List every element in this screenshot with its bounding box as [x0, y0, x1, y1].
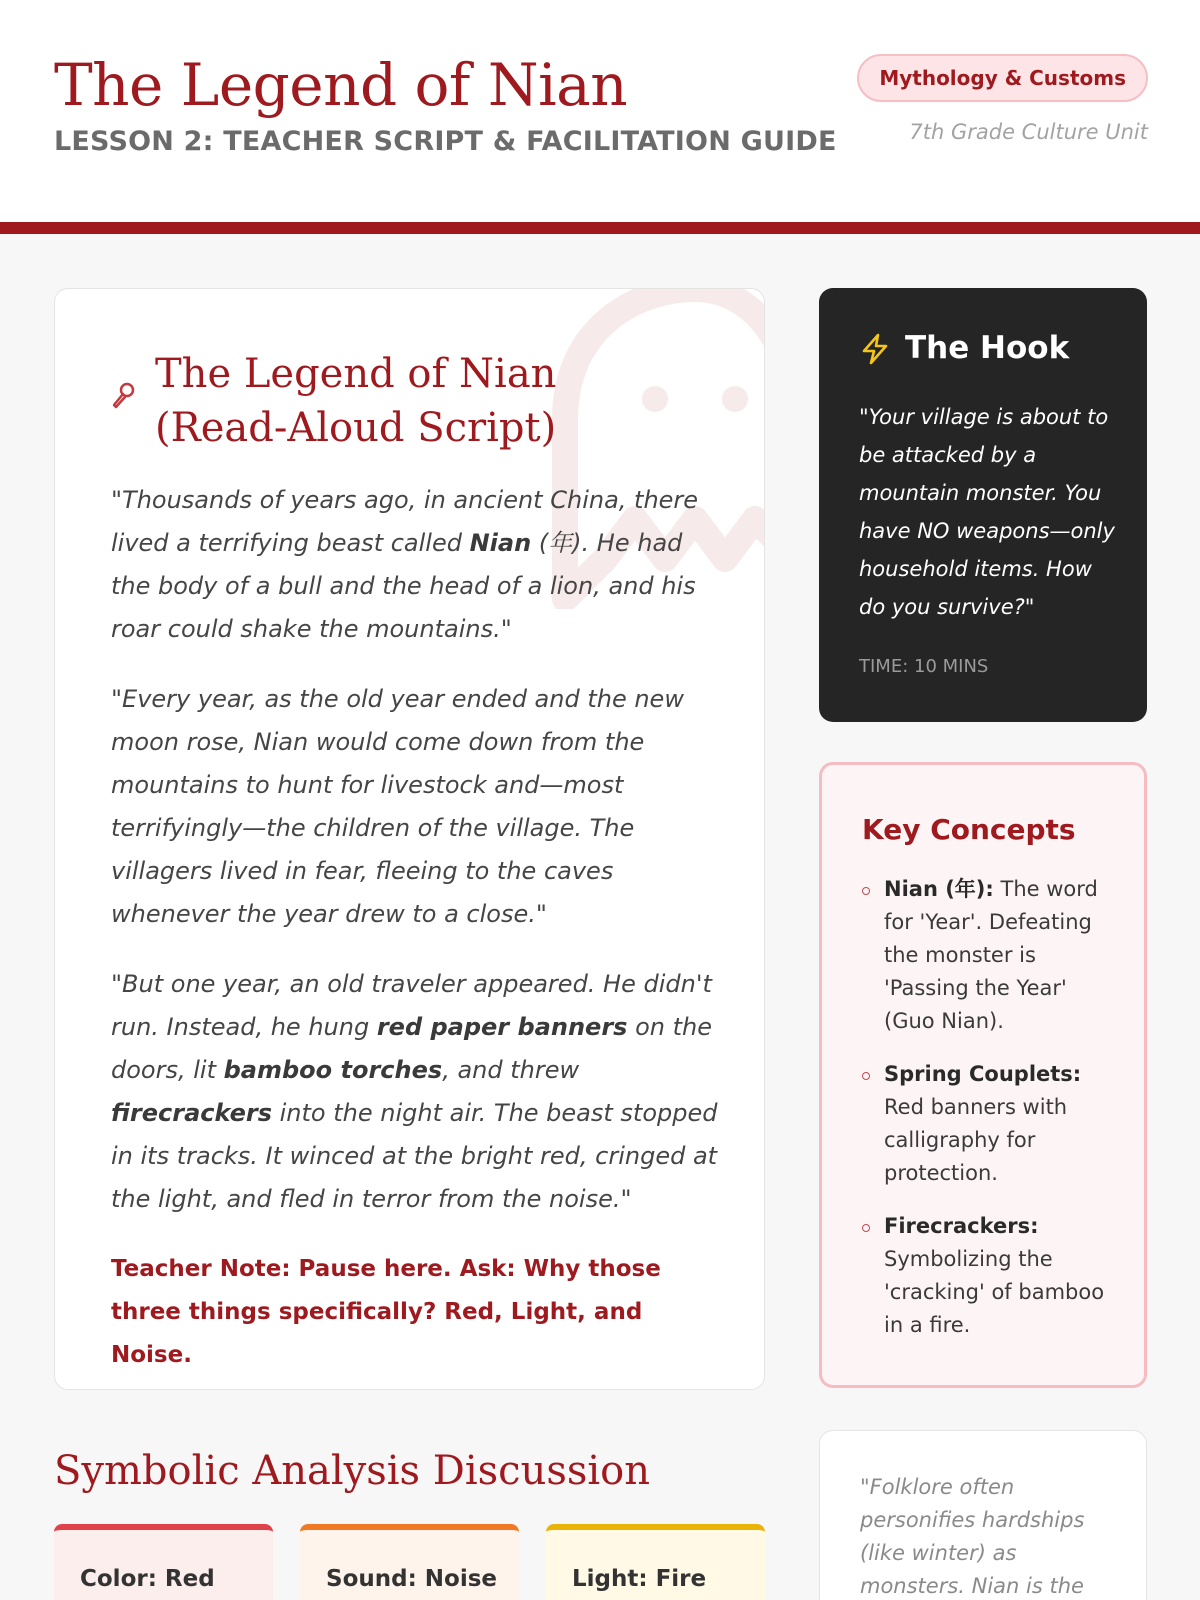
concept-item: Nian (年): The word for 'Year'. Defeating the monster is 'Passing the Year' (Guo Nian).	[862, 873, 1112, 1038]
category-badge: Mythology & Customs	[857, 54, 1148, 102]
emphasis-red-banners: red paper banners	[376, 1013, 628, 1041]
emphasis-firecrackers: firecrackers	[111, 1099, 272, 1127]
unit-label: 7th Grade Culture Unit	[909, 120, 1148, 144]
emphasis-bamboo-torches: bamboo torches	[223, 1056, 443, 1084]
script-paragraph-1: "Thousands of years ago, in ancient China, there lived a terrifying beast called Nian (年). He had the body of a bull and the head of a lion, and his roar could shake the mountains."	[111, 486, 699, 643]
concept-item: Firecrackers: Symbolizing the 'cracking' of bamboo in a fire.	[862, 1210, 1112, 1342]
read-aloud-script-card	[54, 288, 765, 1390]
folklore-quote-card	[819, 1430, 1147, 1600]
script-body	[111, 479, 721, 1377]
symbol-card-light	[546, 1524, 765, 1600]
folklore-quote: "Folklore often personifies hardships (like winter) as monsters. Nian is the	[860, 1475, 1085, 1598]
bullet-icon	[862, 887, 870, 895]
bullet-icon	[862, 1224, 870, 1232]
header-divider	[0, 222, 1200, 234]
script-paragraph-3: "But one year, an old traveler appeared. He didn't run. Instead, he hung red paper banners on the doors, lit bamboo torches, and threw firecrackers into the night air. The beast stopped in its tracks. It winced at the bright red, cringed at the light, and fled in terror from the noise."	[111, 970, 718, 1213]
symbol-card-label: Color: Red	[80, 1566, 215, 1592]
hook-card	[819, 288, 1147, 722]
page-header	[0, 0, 1200, 222]
emphasis-nian: Nian	[469, 529, 532, 557]
symbolic-analysis-title: Symbolic Analysis Discussion	[54, 1448, 651, 1494]
lightning-bolt-icon	[859, 332, 891, 366]
hook-prompt: "Your village is about to be attacked by a mountain monster. You have NO weapons—only household items. How do you survive?"	[859, 405, 1115, 619]
symbol-card-label: Light: Fire	[572, 1566, 707, 1592]
bullet-icon	[862, 1072, 870, 1080]
hook-duration: TIME: 10 MINS	[859, 656, 989, 677]
page-subtitle: LESSON 2: TEACHER SCRIPT & FACILITATION GUIDE	[54, 126, 837, 157]
script-heading: The Legend of Nian (Read-Aloud Script)	[155, 351, 557, 451]
symbol-card-noise	[300, 1524, 519, 1600]
script-paragraph-2: "Every year, as the old year ended and the new moon rose, Nian would come down from the mountains to hunt for livestock and—most terrifyingly—the children of the village. The villagers lived in fear, fleeing to the caves whenever the year drew to a close."	[111, 685, 684, 928]
key-concepts-title: Key Concepts	[862, 813, 1076, 846]
concept-item: Spring Couplets: Red banners with calligraphy for protection.	[862, 1058, 1112, 1190]
symbol-card-label: Sound: Noise	[326, 1566, 498, 1592]
key-concepts-list	[862, 873, 1112, 1362]
key-concepts-card	[819, 762, 1147, 1388]
page-title: The Legend of Nian	[54, 51, 628, 119]
microphone-icon	[111, 381, 137, 409]
teacher-note: Teacher Note: Pause here. Ask: Why those three things specifically? Red, Light, and Noise.	[111, 1256, 661, 1368]
symbol-card-red	[54, 1524, 273, 1600]
hook-title: The Hook	[905, 330, 1070, 366]
